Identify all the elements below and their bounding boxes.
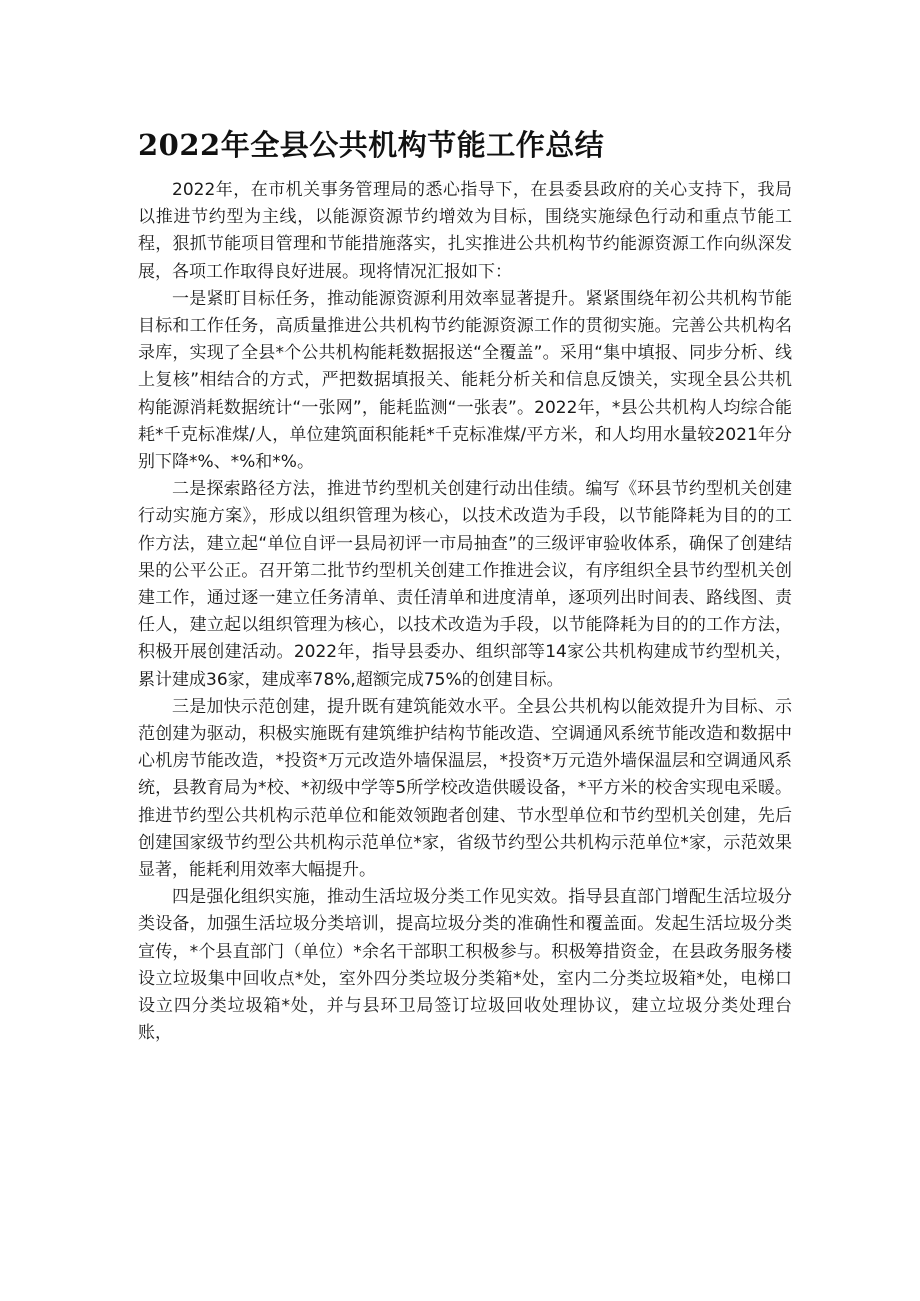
document-title: 2022年全县公共机构节能工作总结 [138,128,605,162]
paragraph-section-1: 一是紧盯目标任务，推动能源资源利用效率显著提升。紧紧围绕年初公共机构节能目标和工作任务，高质量推进公共机构节约能源资源工作的贯彻实施。完善公共机构名录库，实现了全县*个公共机构能耗数据报送“全覆盖”。采用“集中填报、同步分析、线上复核”相结合的方式，严把数据填报关、能耗分析关和信息反馈关，实现全县公共机构能源消耗数据统计“一张网”，能耗监测“一张表”。2022年，*县公共机构人均综合能耗*千克标准煤/人，单位建筑面积能耗*千克标准煤/平方米，和人均用水量较2021年分别下降*%、*%和*%。 [138,288,792,473]
paragraph-intro: 2022年，在市机关事务管理局的悉心指导下，在县委县政府的关心支持下，我局以推进节约型为主线，以能源资源节约增效为目标，围绕实施绿色行动和重点节能工程，狠抓节能项目管理和节能措施落实，扎实推进公共机构节约能源资源工作向纵深发展，各项工作取得良好进展。现将情况汇报如下： [138,180,792,282]
paragraph-section-2: 二是探索路径方法，推进节约型机关创建行动出佳绩。编写《环县节约型机关创建行动实施方案》，形成以组织管理为核心，以技术改造为手段，以节能降耗为目的的工作方法，建立起“单位自评一县局初评一市局抽查”的三级评审验收体系，确保了创建结果的公平公正。召开第二批节约型机关创建工作推进会议，有序组织全县节约型机关创建工作，通过逐一建立任务清单、责任清单和进度清单，逐项列出时间表、路线图、责任人，建立起以组织管理为核心，以技术改造为手段，以节能降耗为目的的工作方法，积极开展创建活动。2022年，指导县委办、组织部等14家公共机构建成节约型机关，累计建成36家，建成率78%,超额完成75%的创建目标。 [138,479,792,690]
document-body [138,177,792,1048]
paragraph-section-4: 四是强化组织实施，推动生活垃圾分类工作见实效。指导县直部门增配生活垃圾分类设备，加强生活垃圾分类培训，提高垃圾分类的准确性和覆盖面。发起生活垃圾分类宣传，*个县直部门（单位）*余名干部职工积极参与。积极筹措资金，在县政务服务楼设立垃圾集中回收点*处，室外四分类垃圾分类箱*处，室内二分类垃圾箱*处，电梯口设立四分类垃圾箱*处，并与县环卫局签订垃圾回收处理协议，建立垃圾分类处理台账， [138,887,792,1044]
paragraph-section-3: 三是加快示范创建，提升既有建筑能效水平。全县公共机构以能效提升为目标、示范创建为驱动，积极实施既有建筑维护结构节能改造、空调通风系统节能改造和数据中心机房节能改造，*投资*万元改造外墙保温层，*投资*万元造外墙保温层和空调通风系统，县教育局为*校、*初级中学等5所学校改造供暖设备，*平方米的校舍实现电采暖。推进节约型公共机构示范单位和能效领跑者创建、节水型单位和节约型机关创建，先后创建国家级节约型公共机构示范单位*家，省级节约型公共机构示范单位*家，示范效果显著，能耗利用效率大幅提升。 [138,696,792,881]
